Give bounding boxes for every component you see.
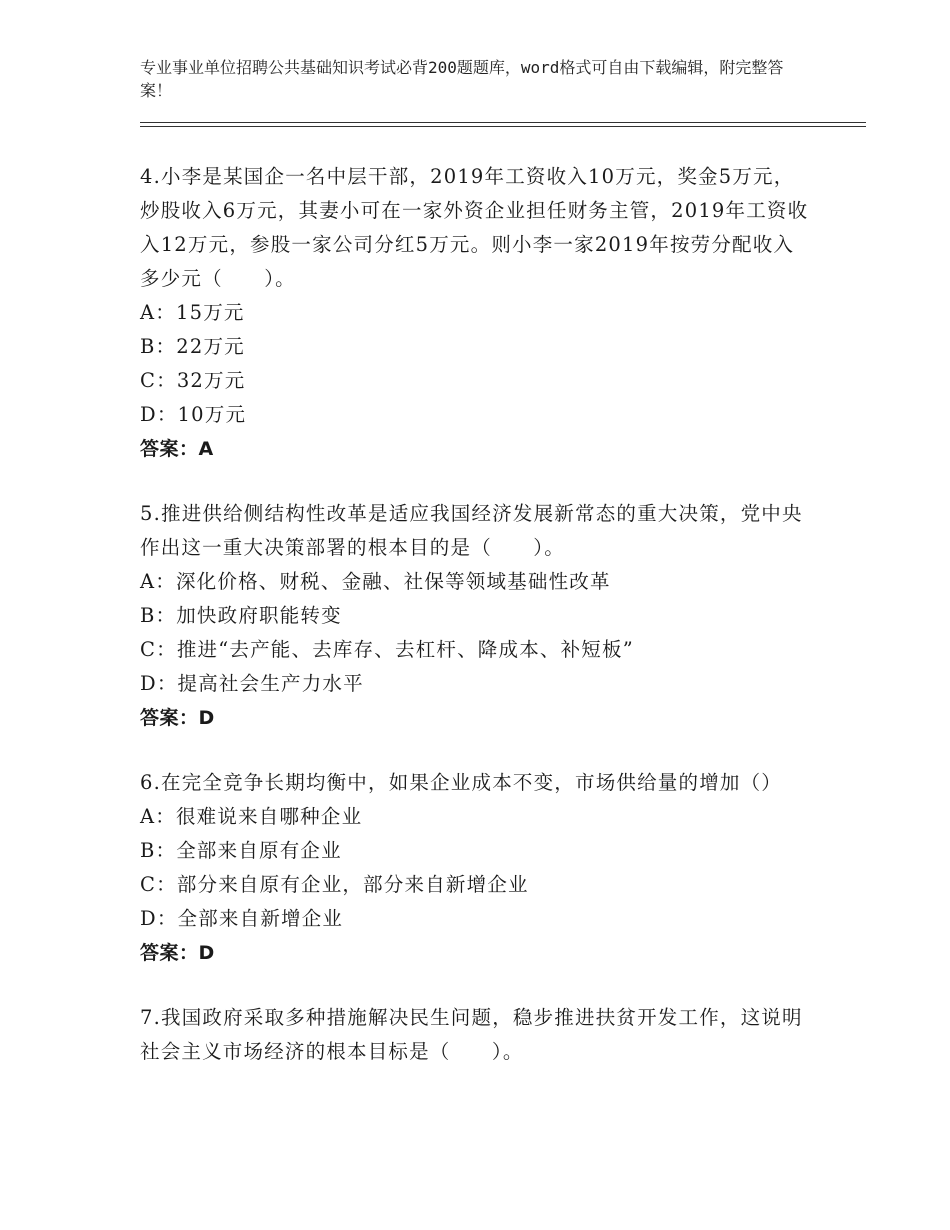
- header-divider-top: [140, 122, 866, 123]
- question-4: [140, 160, 810, 466]
- question-stem: 5.推进供给侧结构性改革是适应我国经济发展新常态的重大决策，党中央作出这一重大决策部署的根本目的是（ ）。: [140, 502, 803, 559]
- option-b: B：22万元: [140, 335, 245, 358]
- question-5: [140, 497, 810, 735]
- option-c: C：推进“去产能、去库存、去杠杆、降成本、补短板”: [140, 638, 634, 661]
- answer-label: 答案：A: [140, 438, 214, 460]
- header-divider-bottom: [140, 126, 866, 127]
- question-6: [140, 766, 810, 970]
- option-d: D：全部来自新增企业: [140, 907, 344, 930]
- option-b: B：全部来自原有企业: [140, 839, 342, 862]
- question-stem: 7.我国政府采取多种措施解决民生问题，稳步推进扶贫开发工作，这说明社会主义市场经济的根本目标是（ ）。: [140, 1006, 803, 1063]
- option-d: D：提高社会生产力水平: [140, 672, 364, 695]
- option-a: A：15万元: [140, 301, 245, 324]
- option-a: A：很难说来自哪种企业: [140, 805, 363, 828]
- answer-label: 答案：D: [140, 942, 215, 964]
- question-7: [140, 1001, 810, 1069]
- option-d: D：10万元: [140, 403, 247, 426]
- option-a: A：深化价格、财税、金融、社保等领域基础性改革: [140, 570, 611, 593]
- option-b: B：加快政府职能转变: [140, 604, 342, 627]
- question-stem: 4.小李是某国企一名中层干部，2019年工资收入10万元，奖金5万元，炒股收入6万元，其妻小可在一家外资企业担任财务主管，2019年工资收入12万元，参股一家公司分红5万元。则小李一家2019年按劳分配收入多少元（ ）。: [140, 165, 809, 290]
- option-c: C：32万元: [140, 369, 246, 392]
- question-stem: 6.在完全竞争长期均衡中，如果企业成本不变，市场供给量的增加（）: [140, 771, 783, 794]
- question-list: [140, 160, 810, 1100]
- document-header: 专业事业单位招聘公共基础知识考试必背200题题库，word格式可自由下载编辑，附完整答案！: [140, 58, 784, 100]
- answer-label: 答案：D: [140, 707, 215, 729]
- option-c: C：部分来自原有企业，部分来自新增企业: [140, 873, 529, 896]
